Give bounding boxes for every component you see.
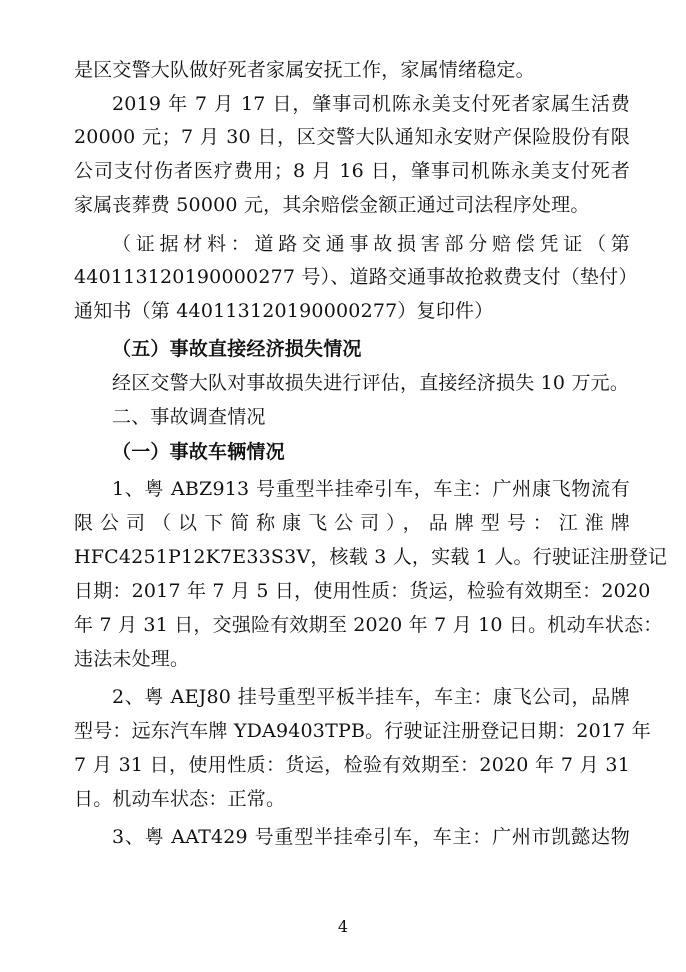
body-line: 1、粤 ABZ913 号重型半挂牵引车，车主：广州康飞物流有: [112, 478, 630, 500]
body-line: 通知书（第 440113120190000277）复印件）: [74, 300, 494, 322]
body-line: 限公司（以下简称康飞公司），品牌型号：江淮牌: [74, 512, 630, 534]
body-line: 7 月 31 日，使用性质：货运，检验有效期至：2020 年 7 月 31: [74, 754, 630, 776]
section-heading: 二、事故调查情况: [112, 406, 266, 428]
body-line: 日。机动车状态：正常。: [74, 788, 286, 810]
page-number: 4: [337, 917, 349, 936]
body-line: 家属丧葬费 50000 元，其余赔偿金额正通过司法程序处理。: [74, 194, 590, 216]
body-line: 2019 年 7 月 17 日，肇事司机陈永美支付死者家属生活费: [112, 93, 630, 115]
body-line: （证据材料：道路交通事故损害部分赔偿凭证（第: [112, 233, 630, 255]
section-heading: （一）事故车辆情况: [112, 441, 285, 463]
body-line: HFC4251P12K7E33S3V，核载 3 人，实载 1 人。行驶证注册登记: [74, 546, 668, 568]
body-line: 公司支付伤者医疗费用；8 月 16 日，肇事司机陈永美支付死者: [74, 160, 630, 182]
body-line: 日期：2017 年 7 月 5 日，使用性质：货运，检验有效期至：2020: [74, 580, 651, 602]
section-heading: （五）事故直接经济损失情况: [112, 338, 362, 360]
body-line: 型号：远东汽车牌 YDA9403TPB。行驶证注册登记日期：2017 年: [74, 720, 651, 742]
body-line: 违法未处理。: [74, 648, 190, 670]
body-line: 440113120190000277 号）、道路交通事故抢救费支付（垫付）: [74, 266, 638, 288]
body-line: 年 7 月 31 日，交强险有效期至 2020 年 7 月 10 日。机动车状态：: [74, 614, 663, 636]
body-line: 经区交警大队对事故损失进行评估，直接经济损失 10 万元。: [112, 372, 630, 394]
body-line: 3、粤 AAT429 号重型半挂牵引车，车主：广州市凯懿达物: [112, 826, 630, 848]
body-line: 2、粤 AEJ80 挂号重型平板半挂车，车主：康飞公司，品牌: [112, 686, 630, 708]
body-line: 20000 元；7 月 30 日，区交警大队通知永安财产保险股份有限: [74, 126, 630, 148]
body-line: 是区交警大队做好死者家属安抚工作，家属情绪稳定。: [74, 59, 535, 81]
